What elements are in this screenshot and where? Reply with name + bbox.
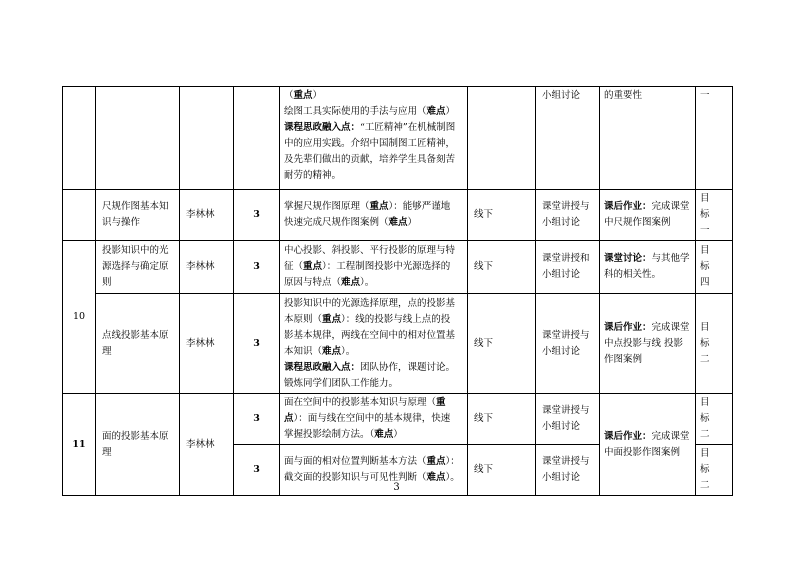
cell-text-line: [604, 267, 691, 283]
assessment-cell: [600, 294, 696, 394]
content-cell: [280, 190, 468, 241]
goal-label: 目 标: [700, 245, 718, 272]
mode-cell: 线下: [468, 241, 536, 294]
text-segment: 投影知识中的光源选择原理，点的投影基: [284, 297, 456, 309]
emphasis-text: 重点: [322, 313, 342, 325]
teacher-cell: 李林林: [180, 241, 234, 294]
content-cell: [280, 394, 468, 445]
method-cell: 课堂讲授与小组讨论: [536, 394, 600, 445]
cell-text-line: [284, 88, 463, 104]
text-segment: ）：: [445, 456, 460, 467]
method-cell: 课堂讲授与小组讨论: [536, 445, 600, 496]
assessment-cell: [600, 241, 696, 294]
goal-number: 一: [700, 225, 718, 236]
cell-text-line: [604, 320, 691, 336]
content-cell: [280, 87, 468, 190]
content-cell: [280, 294, 468, 394]
text-segment: 征（: [284, 261, 304, 272]
mode-cell: 线下: [468, 190, 536, 241]
emphasis-text: 难点: [322, 345, 342, 357]
text-segment: “工匠精神”在机械制图: [360, 122, 456, 133]
hours-cell: 3: [234, 445, 280, 496]
goal-label: 目 标: [700, 193, 718, 220]
emphasis-text: 难点: [341, 277, 361, 288]
week-cell: [63, 190, 96, 241]
text-segment: ）。: [341, 345, 356, 357]
text-segment: 掌握尺规作图原理（: [284, 201, 370, 212]
cell-text-line: [284, 104, 463, 120]
text-segment: 中面投影作图案例: [604, 446, 681, 458]
text-segment: 中心投影、斜投影、平行投影的原理与特: [284, 245, 456, 256]
table-row: [63, 394, 733, 445]
emphasis-text: 重点: [426, 456, 446, 467]
emphasis-text: 重点: [303, 261, 323, 272]
goal-label: 目 标: [700, 397, 718, 424]
hours-cell: 3: [234, 241, 280, 294]
text-segment: 完成课堂: [651, 430, 690, 442]
text-segment: 完成课堂: [651, 201, 690, 212]
text-segment: 中尺规作图案例: [604, 217, 671, 228]
emphasis-text: 课程思政融入点：: [284, 122, 361, 133]
mode-cell: 线下: [468, 294, 536, 394]
text-segment: 面与面的相对位置判断基本方法（: [284, 456, 427, 467]
emphasis-text: 课后作业：: [604, 430, 652, 442]
text-segment: 绘图工具实际使用的手法与应用（: [284, 106, 427, 117]
teacher-cell: [180, 87, 234, 190]
text-segment: 完成课堂: [651, 321, 690, 333]
text-segment: 本知识（: [284, 345, 323, 357]
emphasis-text: 课程思政融入点：: [284, 361, 361, 373]
goal-cell: 一: [696, 87, 733, 190]
table-row: [63, 241, 733, 294]
text-segment: ）。: [360, 277, 375, 288]
text-segment: 影基本规律，两线在空间中的相对位置基: [284, 329, 456, 341]
topic-cell: 面的投影基本原理: [96, 394, 180, 496]
content-cell: [280, 241, 468, 294]
emphasis-text: 点: [284, 413, 294, 424]
mode-cell: [468, 87, 536, 190]
topic-cell: 尺规作图基本知识与操作: [96, 190, 180, 241]
topic-cell: [96, 87, 180, 190]
assessment-cell: [600, 394, 696, 496]
text-segment: 作图案例: [604, 353, 643, 365]
text-segment: ）：线的投影与线上点的投: [341, 313, 451, 325]
cell-text-line: [284, 243, 463, 259]
text-segment: ）：面与线在空间中的基本规律，快速: [293, 413, 451, 424]
teacher-cell: 李林林: [180, 294, 234, 394]
cell-text-line: [604, 251, 691, 267]
text-segment: 快速完成尺规作图案例（: [284, 217, 389, 228]
goal-cell: [696, 241, 733, 294]
cell-text-line: [284, 296, 463, 312]
teacher-cell: 李林林: [180, 190, 234, 241]
text-segment: 团队协作，课题讨论。: [360, 361, 456, 373]
cell-text-line: [284, 312, 463, 328]
goal-number: 四: [700, 277, 718, 288]
hours-cell: [234, 87, 280, 190]
text-segment: 与其他学: [651, 253, 690, 264]
text-segment: 掌握投影绘制方法。（: [284, 429, 375, 440]
mode-cell: 线下: [468, 445, 536, 496]
emphasis-text: 重: [436, 397, 446, 408]
text-segment: （: [284, 90, 294, 101]
hours-cell: 3: [234, 294, 280, 394]
emphasis-text: 课后作业：: [604, 321, 652, 333]
cell-text-line: [284, 395, 463, 411]
goal-label: 目 标: [700, 448, 718, 475]
text-segment: 科的相关性。: [604, 269, 662, 280]
cell-text-line: [284, 328, 463, 344]
assessment-cell: [600, 190, 696, 241]
goal-cell: [696, 294, 733, 394]
cell-text-line: [284, 275, 463, 291]
cell-text-line: [284, 360, 463, 376]
cell-text-line: [284, 136, 463, 152]
goal-label: 目 标: [700, 321, 718, 349]
text-segment: 本原则（: [284, 313, 323, 325]
method-cell: 课堂讲授与小组讨论: [536, 190, 600, 241]
text-segment: 中点投影与线 投影: [604, 337, 684, 349]
cell-text-line: [604, 352, 691, 368]
cell-text-line: [604, 215, 691, 231]
cell-text-line: [604, 445, 691, 461]
cell-text-line: [284, 168, 463, 184]
hours-cell: 3: [234, 394, 280, 445]
cell-text-line: [604, 199, 691, 215]
text-segment: 耐劳的精神。: [284, 170, 342, 181]
cell-text-line: [284, 152, 463, 168]
cell-text-line: [284, 120, 463, 136]
goal-cell: [696, 394, 733, 445]
cell-text-line: [284, 376, 463, 392]
goal-number: 二: [700, 353, 718, 365]
hours-cell: 3: [234, 190, 280, 241]
cell-text-line: [604, 336, 691, 352]
emphasis-text: 课堂讨论：: [604, 253, 652, 264]
cell-text-line: [284, 344, 463, 360]
text-segment: 截交面的投影知识与可见性判断（: [284, 472, 427, 483]
table-row: [63, 190, 733, 241]
text-segment: ）: [445, 106, 456, 117]
cell-text-line: [284, 454, 463, 470]
cell-text-line: [284, 199, 463, 215]
text-segment: 中的应用实践。介绍中国制图工匠精神，: [284, 138, 456, 149]
table-row: [63, 294, 733, 394]
goal-cell: [696, 190, 733, 241]
text-segment: ）: [312, 90, 323, 101]
method-cell: 课堂讲授与小组讨论: [536, 294, 600, 394]
cell-text-line: [284, 215, 463, 231]
emphasis-text: 难点: [426, 472, 446, 483]
week-cell: [63, 87, 96, 190]
method-cell: 课堂讲授和小组讨论: [536, 241, 600, 294]
syllabus-table: [62, 86, 733, 496]
cell-text-line: [284, 427, 463, 443]
method-cell: 小组讨论: [536, 87, 600, 190]
emphasis-text: 重点: [293, 90, 313, 101]
emphasis-text: 难点: [388, 217, 408, 228]
text-segment: 及先辈们做出的贡献，培养学生具备刻苦: [284, 154, 456, 165]
emphasis-text: 难点: [374, 429, 394, 440]
teacher-cell: 李林林: [180, 394, 234, 496]
emphasis-text: 难点: [426, 106, 446, 117]
text-segment: ）。: [445, 472, 460, 483]
emphasis-text: 重点: [369, 201, 389, 212]
mode-cell: 线下: [468, 394, 536, 445]
page-number: 3: [393, 482, 400, 493]
goal-number: 二: [700, 429, 718, 440]
text-segment: ）: [393, 429, 403, 440]
text-segment: 锻炼同学们团队工作能力。: [284, 377, 399, 389]
text-segment: 原因与特点（: [284, 277, 342, 288]
topic-cell: 投影知识中的光源选择与确定原则: [96, 241, 180, 294]
cell-text-line: [284, 411, 463, 427]
text-segment: 面在空间中的投影基本知识与原理（: [284, 397, 437, 408]
emphasis-text: 课后作业：: [604, 201, 652, 212]
cell-text-line: [604, 429, 691, 445]
cell-text-line: [284, 259, 463, 275]
text-segment: ）：工程制图投影中光源选择的: [322, 261, 451, 272]
text-segment: ）: [407, 217, 418, 228]
week-number: 11: [63, 394, 96, 496]
assessment-cell: 的重要性: [600, 87, 696, 190]
goal-number: 二: [700, 480, 718, 491]
week-number: 10: [63, 241, 96, 394]
text-segment: ）：能够严谨地: [388, 201, 451, 212]
table-row: [63, 87, 733, 190]
topic-cell: 点线投影基本原理: [96, 294, 180, 394]
